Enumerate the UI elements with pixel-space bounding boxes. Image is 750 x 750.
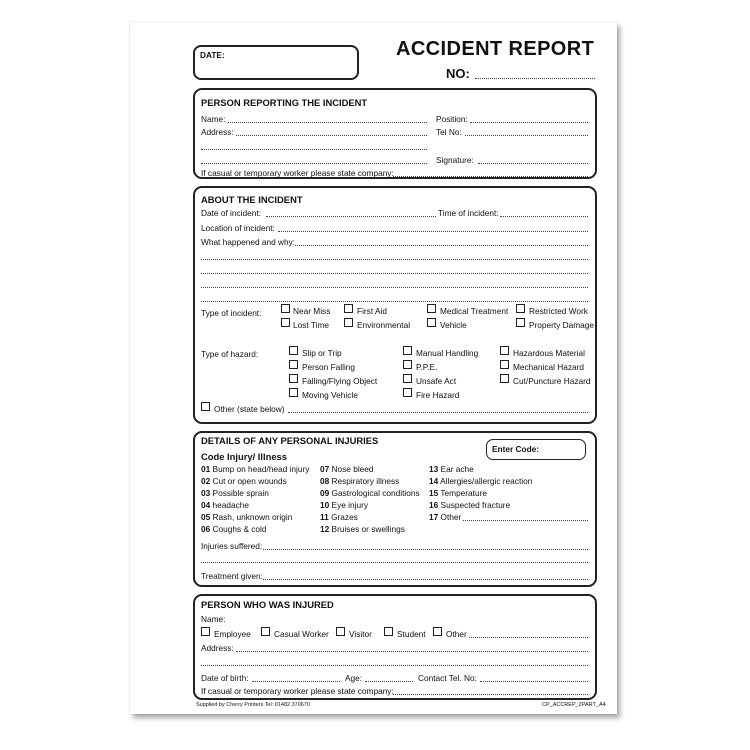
injured-name-label: Name: xyxy=(201,614,226,624)
unsafe-act-label: Unsafe Act xyxy=(416,376,457,386)
what-happened-line[interactable] xyxy=(201,259,588,260)
injury-code-item: 04 headache xyxy=(201,500,249,510)
date-of-incident-field[interactable] xyxy=(266,216,436,217)
what-happened-line[interactable] xyxy=(201,273,588,274)
mechanical-hazard-label: Mechanical Hazard xyxy=(513,362,585,372)
unsafe-act-checkbox[interactable] xyxy=(403,374,412,383)
date-label: DATE: xyxy=(200,50,225,60)
hazardous-material-label: Hazardous Material xyxy=(513,348,585,358)
report-number-field[interactable] xyxy=(475,78,595,79)
injured-address-line[interactable] xyxy=(201,665,588,666)
hazardous-material-checkbox[interactable] xyxy=(500,346,509,355)
time-of-incident-label: Time of incident: xyxy=(438,208,499,218)
slip-trip-checkbox[interactable] xyxy=(289,346,298,355)
injury-code-item: 14 Allergies/allergic reaction xyxy=(429,476,533,486)
cut-puncture-label: Cut/Puncture Hazard xyxy=(513,376,591,386)
address-line-3[interactable] xyxy=(201,163,427,164)
address-label: Address: xyxy=(201,127,234,137)
fire-hazard-checkbox[interactable] xyxy=(403,388,412,397)
injury-code-item: 11 Grazes xyxy=(320,512,358,522)
date-field[interactable] xyxy=(193,45,359,80)
slip-trip-label: Slip or Trip xyxy=(302,348,342,358)
other-hazard-field[interactable] xyxy=(288,412,588,413)
section-person-injured xyxy=(193,594,597,700)
age-field[interactable] xyxy=(365,681,413,682)
what-happened-label: What happened and why: xyxy=(201,237,296,247)
name-label: Name: xyxy=(201,114,226,124)
restricted-work-checkbox[interactable] xyxy=(516,304,525,313)
lost-time-label: Lost Time xyxy=(293,320,329,330)
type-of-hazard-label: Type of hazard: xyxy=(201,349,259,359)
other-hazard-checkbox[interactable] xyxy=(201,402,210,411)
manual-handling-label: Manual Handling xyxy=(416,348,479,358)
person-falling-checkbox[interactable] xyxy=(289,360,298,369)
other-code-field[interactable] xyxy=(463,520,588,521)
injury-code-item: 13 Ear ache xyxy=(429,464,474,474)
injured-address-field[interactable] xyxy=(236,651,588,652)
restricted-work-label: Restricted Work xyxy=(529,306,588,316)
location-field[interactable] xyxy=(278,231,588,232)
employee-label: Employee xyxy=(214,629,251,639)
injury-code-item: 06 Coughs & cold xyxy=(201,524,267,534)
tel-field[interactable] xyxy=(465,135,588,136)
name-field[interactable] xyxy=(228,122,427,123)
what-happened-line[interactable] xyxy=(201,287,588,288)
vehicle-label: Vehicle xyxy=(440,320,467,330)
injury-code-item: 16 Suspected fracture xyxy=(429,500,511,510)
medical-treatment-checkbox[interactable] xyxy=(427,304,436,313)
ppe-label: P.P.E. xyxy=(416,362,438,372)
environmental-label: Environmental xyxy=(357,320,411,330)
visitor-label: Visitor xyxy=(349,629,372,639)
injuries-suffered-field[interactable] xyxy=(263,549,588,550)
fire-hazard-label: Fire Hazard xyxy=(416,390,460,400)
near-miss-checkbox[interactable] xyxy=(281,304,290,313)
injuries-suffered-label: Injuries suffered: xyxy=(201,541,263,551)
date-of-incident-label: Date of incident: xyxy=(201,208,261,218)
accident-report-form xyxy=(130,22,617,714)
other-role-checkbox[interactable] xyxy=(433,627,442,636)
moving-vehicle-label: Moving Vehicle xyxy=(302,390,358,400)
signature-label: Signature: xyxy=(436,155,474,165)
first-aid-checkbox[interactable] xyxy=(344,304,353,313)
injury-code-item: 02 Cut or open wounds xyxy=(201,476,287,486)
signature-field[interactable] xyxy=(478,163,588,164)
falling-object-checkbox[interactable] xyxy=(289,374,298,383)
contact-field[interactable] xyxy=(480,681,588,682)
form-code-footer: CP_ACCREP_2PART_A4 xyxy=(542,702,606,708)
injury-code-item: 09 Gastrological conditions xyxy=(320,488,420,498)
visitor-checkbox[interactable] xyxy=(336,627,345,636)
injury-code-item: 10 Eye injury xyxy=(320,500,368,510)
injury-code-item: 01 Bump on head/head injury xyxy=(201,464,310,474)
address-line-2[interactable] xyxy=(201,149,427,150)
enter-code-field[interactable] xyxy=(486,439,586,460)
medical-treatment-label: Medical Treatment xyxy=(440,306,509,316)
code-injury-heading: Code Injury/ Illness xyxy=(201,451,287,462)
casual-worker-label: Casual Worker xyxy=(274,629,329,639)
injury-code-item: 15 Temperature xyxy=(429,488,487,498)
injured-casual-company-label: If casual or temporary worker please state company: xyxy=(201,686,394,696)
age-label: Age: xyxy=(345,673,363,683)
first-aid-label: First Aid xyxy=(357,306,387,316)
injury-code-item: 07 Nose bleed xyxy=(320,464,374,474)
casual-company-field[interactable] xyxy=(393,176,588,177)
injury-code-item: 08 Respiratory illness xyxy=(320,476,400,486)
section-about-incident xyxy=(193,186,597,424)
injured-casual-company-field[interactable] xyxy=(393,694,588,695)
section-heading: PERSON REPORTING THE INCIDENT xyxy=(201,97,368,108)
mechanical-hazard-checkbox[interactable] xyxy=(500,360,509,369)
injured-address-label: Address: xyxy=(201,643,234,653)
property-damage-label: Property Damage xyxy=(529,320,595,330)
casual-company-label: If casual or temporary worker please state company: xyxy=(201,168,394,178)
falling-object-label: Falling/Flying Object xyxy=(302,376,378,386)
what-happened-field[interactable] xyxy=(295,245,588,246)
near-miss-label: Near Miss xyxy=(293,306,331,316)
ppe-checkbox[interactable] xyxy=(403,360,412,369)
injury-code-item: 17 Other xyxy=(429,512,462,522)
injury-code-item: 12 Bruises or swellings xyxy=(320,524,405,534)
person-falling-label: Person Falling xyxy=(302,362,356,372)
report-number-label: NO: xyxy=(446,66,470,81)
contact-label: Contact Tel. No: xyxy=(418,673,477,683)
enter-code-label: Enter Code: xyxy=(492,444,540,454)
position-field[interactable] xyxy=(470,122,588,123)
lost-time-checkbox[interactable] xyxy=(281,318,290,327)
location-label: Location of incident: xyxy=(201,223,275,233)
dob-label: Date of birth: xyxy=(201,673,249,683)
manual-handling-checkbox[interactable] xyxy=(403,346,412,355)
injury-code-item: 05 Rash, unknown origin xyxy=(201,512,293,522)
student-label: Student xyxy=(397,629,426,639)
vehicle-checkbox[interactable] xyxy=(427,318,436,327)
employee-checkbox[interactable] xyxy=(201,627,210,636)
other-role-label: Other xyxy=(446,629,467,639)
injury-code-item: 03 Possible sprain xyxy=(201,488,269,498)
section-heading: PERSON WHO WAS INJURED xyxy=(201,599,334,610)
treatment-given-field[interactable] xyxy=(263,579,588,580)
environmental-checkbox[interactable] xyxy=(344,318,353,327)
form-title: ACCIDENT REPORT xyxy=(396,38,595,60)
what-happened-line[interactable] xyxy=(201,301,588,302)
moving-vehicle-checkbox[interactable] xyxy=(289,388,298,397)
time-of-incident-field[interactable] xyxy=(500,216,588,217)
section-personal-injuries xyxy=(193,431,597,587)
cut-puncture-checkbox[interactable] xyxy=(500,374,509,383)
section-person-reporting xyxy=(193,88,597,179)
type-of-incident-label: Type of incident: xyxy=(201,308,262,318)
other-hazard-label: Other (state below) xyxy=(214,404,285,414)
section-heading: ABOUT THE INCIDENT xyxy=(201,194,303,205)
treatment-given-label: Treatment given: xyxy=(201,571,263,581)
supplier-footer: Supplied by Cherry Printers Tel: 01482 370670 xyxy=(196,702,310,708)
dob-field[interactable] xyxy=(252,681,340,682)
section-heading: DETAILS OF ANY PERSONAL INJURIES xyxy=(201,435,379,446)
other-role-field[interactable] xyxy=(469,637,588,638)
student-checkbox[interactable] xyxy=(384,627,393,636)
address-field[interactable] xyxy=(236,135,427,136)
property-damage-checkbox[interactable] xyxy=(516,318,525,327)
position-label: Position: xyxy=(436,114,468,124)
tel-label: Tel No: xyxy=(436,127,462,137)
injuries-suffered-line[interactable] xyxy=(201,562,588,563)
casual-worker-checkbox[interactable] xyxy=(261,627,270,636)
